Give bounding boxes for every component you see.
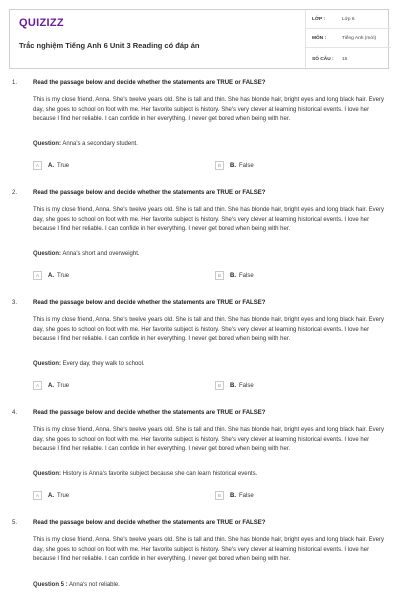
option-box[interactable]: B bbox=[215, 271, 224, 280]
option-letter: B. bbox=[230, 162, 236, 169]
question-number: 1. bbox=[12, 80, 18, 86]
question-heading: Read the passage below and decide whether the statements are TRUE or FALSE? bbox=[33, 80, 266, 86]
meta-panel bbox=[305, 10, 390, 70]
option-text: False bbox=[239, 382, 254, 389]
question-passage: This is my close friend, Anna. She's twelve years old. She is tall and thin. She has blonde hair, bright eyes and long black hair. Every day, she goes to school on foot with me. Her favorite subject is history. She's very clever at learning historical events. I love her because I find her reliable. I can confide in her everything. I never get bored when being with her. bbox=[33, 537, 385, 563]
meta-label: MÔN : bbox=[312, 35, 327, 41]
meta-row-class bbox=[306, 10, 391, 29]
question-heading: Read the passage below and decide whether the statements are TRUE or FALSE? bbox=[33, 410, 266, 416]
meta-value: 15 bbox=[342, 56, 348, 62]
option-letter: A. bbox=[48, 382, 54, 389]
option-text: True bbox=[57, 272, 70, 279]
question-heading: Read the passage below and decide whether the statements are TRUE or FALSE? bbox=[33, 190, 266, 196]
option-a[interactable] bbox=[33, 381, 69, 390]
meta-value: Tiếng Anh (mới) bbox=[342, 35, 377, 41]
question-prompt bbox=[33, 361, 145, 367]
question-number: 3. bbox=[12, 300, 18, 306]
question-number: 2. bbox=[12, 190, 18, 196]
option-letter: B. bbox=[230, 272, 236, 279]
option-a[interactable] bbox=[33, 161, 69, 170]
question-label: Question 5 : bbox=[33, 582, 68, 588]
option-a[interactable] bbox=[33, 271, 69, 280]
question-passage: This is my close friend, Anna. She's twelve years old. She is tall and thin. She has blonde hair, bright eyes and long black hair. Every day, she goes to school on foot with me. Her favorite subject is history. She's very clever at learning historical events. I love her because I find her reliable. I can confide in her everything. I never get bored when being with her. bbox=[33, 427, 385, 453]
option-b[interactable] bbox=[215, 381, 254, 390]
option-letter: B. bbox=[230, 492, 236, 499]
meta-row-subject bbox=[306, 29, 391, 48]
meta-row-count bbox=[306, 48, 391, 70]
option-b[interactable] bbox=[215, 161, 254, 170]
option-text: False bbox=[239, 272, 254, 279]
option-text: False bbox=[239, 492, 254, 499]
question-label: Question: bbox=[33, 361, 61, 367]
question-passage: This is my close friend, Anna. She's twelve years old. She is tall and thin. She has blonde hair, bright eyes and long black hair. Every day, she goes to school on foot with me. Her favorite subject is history. She's very clever at learning historical events. I love her because I find her reliable. I can confide in her everything. I never get bored when being with her. bbox=[33, 317, 385, 343]
meta-label: SỐ CÂU : bbox=[312, 56, 334, 62]
meta-value: Lớp 6 bbox=[342, 16, 355, 22]
option-text: False bbox=[239, 162, 254, 169]
question-text: Anna's a secondary student. bbox=[62, 141, 138, 147]
option-box[interactable]: A bbox=[33, 381, 42, 390]
question-label: Question: bbox=[33, 141, 61, 147]
meta-label: LỚP : bbox=[312, 16, 326, 22]
option-b[interactable] bbox=[215, 271, 254, 280]
question-prompt bbox=[33, 471, 257, 477]
question-text: History is Anna's favorite subject because she can learn historical events. bbox=[62, 471, 258, 477]
option-b[interactable] bbox=[215, 491, 254, 500]
option-letter: A. bbox=[48, 492, 54, 499]
question-prompt bbox=[33, 251, 140, 257]
question-text: Anna's not reliable. bbox=[69, 582, 120, 588]
question-label: Question: bbox=[33, 471, 61, 477]
document-header bbox=[9, 9, 389, 69]
question-text: Anna's short and overweight. bbox=[62, 251, 140, 257]
option-letter: B. bbox=[230, 382, 236, 389]
question-heading: Read the passage below and decide whether the statements are TRUE or FALSE? bbox=[33, 520, 266, 526]
option-box[interactable]: B bbox=[215, 491, 224, 500]
question-heading: Read the passage below and decide whether the statements are TRUE or FALSE? bbox=[33, 300, 266, 306]
option-box[interactable]: A bbox=[33, 491, 42, 500]
question-label: Question: bbox=[33, 251, 61, 257]
option-box[interactable]: A bbox=[33, 161, 42, 170]
option-text: True bbox=[57, 382, 70, 389]
option-a[interactable] bbox=[33, 491, 69, 500]
option-letter: A. bbox=[48, 162, 54, 169]
question-number: 4. bbox=[12, 410, 18, 416]
question-number: 5. bbox=[12, 520, 18, 526]
page-title: Trắc nghiệm Tiếng Anh 6 Unit 3 Reading có đáp án bbox=[19, 41, 200, 50]
question-text: Every day, they walk to school. bbox=[62, 361, 145, 367]
option-letter: A. bbox=[48, 272, 54, 279]
option-box[interactable]: B bbox=[215, 381, 224, 390]
option-text: True bbox=[57, 162, 70, 169]
quizizz-logo[interactable]: QUIZIZZ bbox=[19, 17, 64, 29]
option-text: True bbox=[57, 492, 70, 499]
question-passage: This is my close friend, Anna. She's twelve years old. She is tall and thin. She has blonde hair, bright eyes and long black hair. Every day, she goes to school on foot with me. Her favorite subject is history. She's very clever at learning historical events. I love her because I find her reliable. I can confide in her everything. I never get bored when being with her. bbox=[33, 97, 385, 123]
question-passage: This is my close friend, Anna. She's twelve years old. She is tall and thin. She has blonde hair, bright eyes and long black hair. Every day, she goes to school on foot with me. Her favorite subject is history. She's very clever at learning historical events. I love her because I find her reliable. I can confide in her everything. I never get bored when being with her. bbox=[33, 207, 385, 233]
option-box[interactable]: B bbox=[215, 161, 224, 170]
question-prompt bbox=[33, 141, 138, 147]
question-prompt bbox=[33, 582, 120, 588]
option-box[interactable]: A bbox=[33, 271, 42, 280]
